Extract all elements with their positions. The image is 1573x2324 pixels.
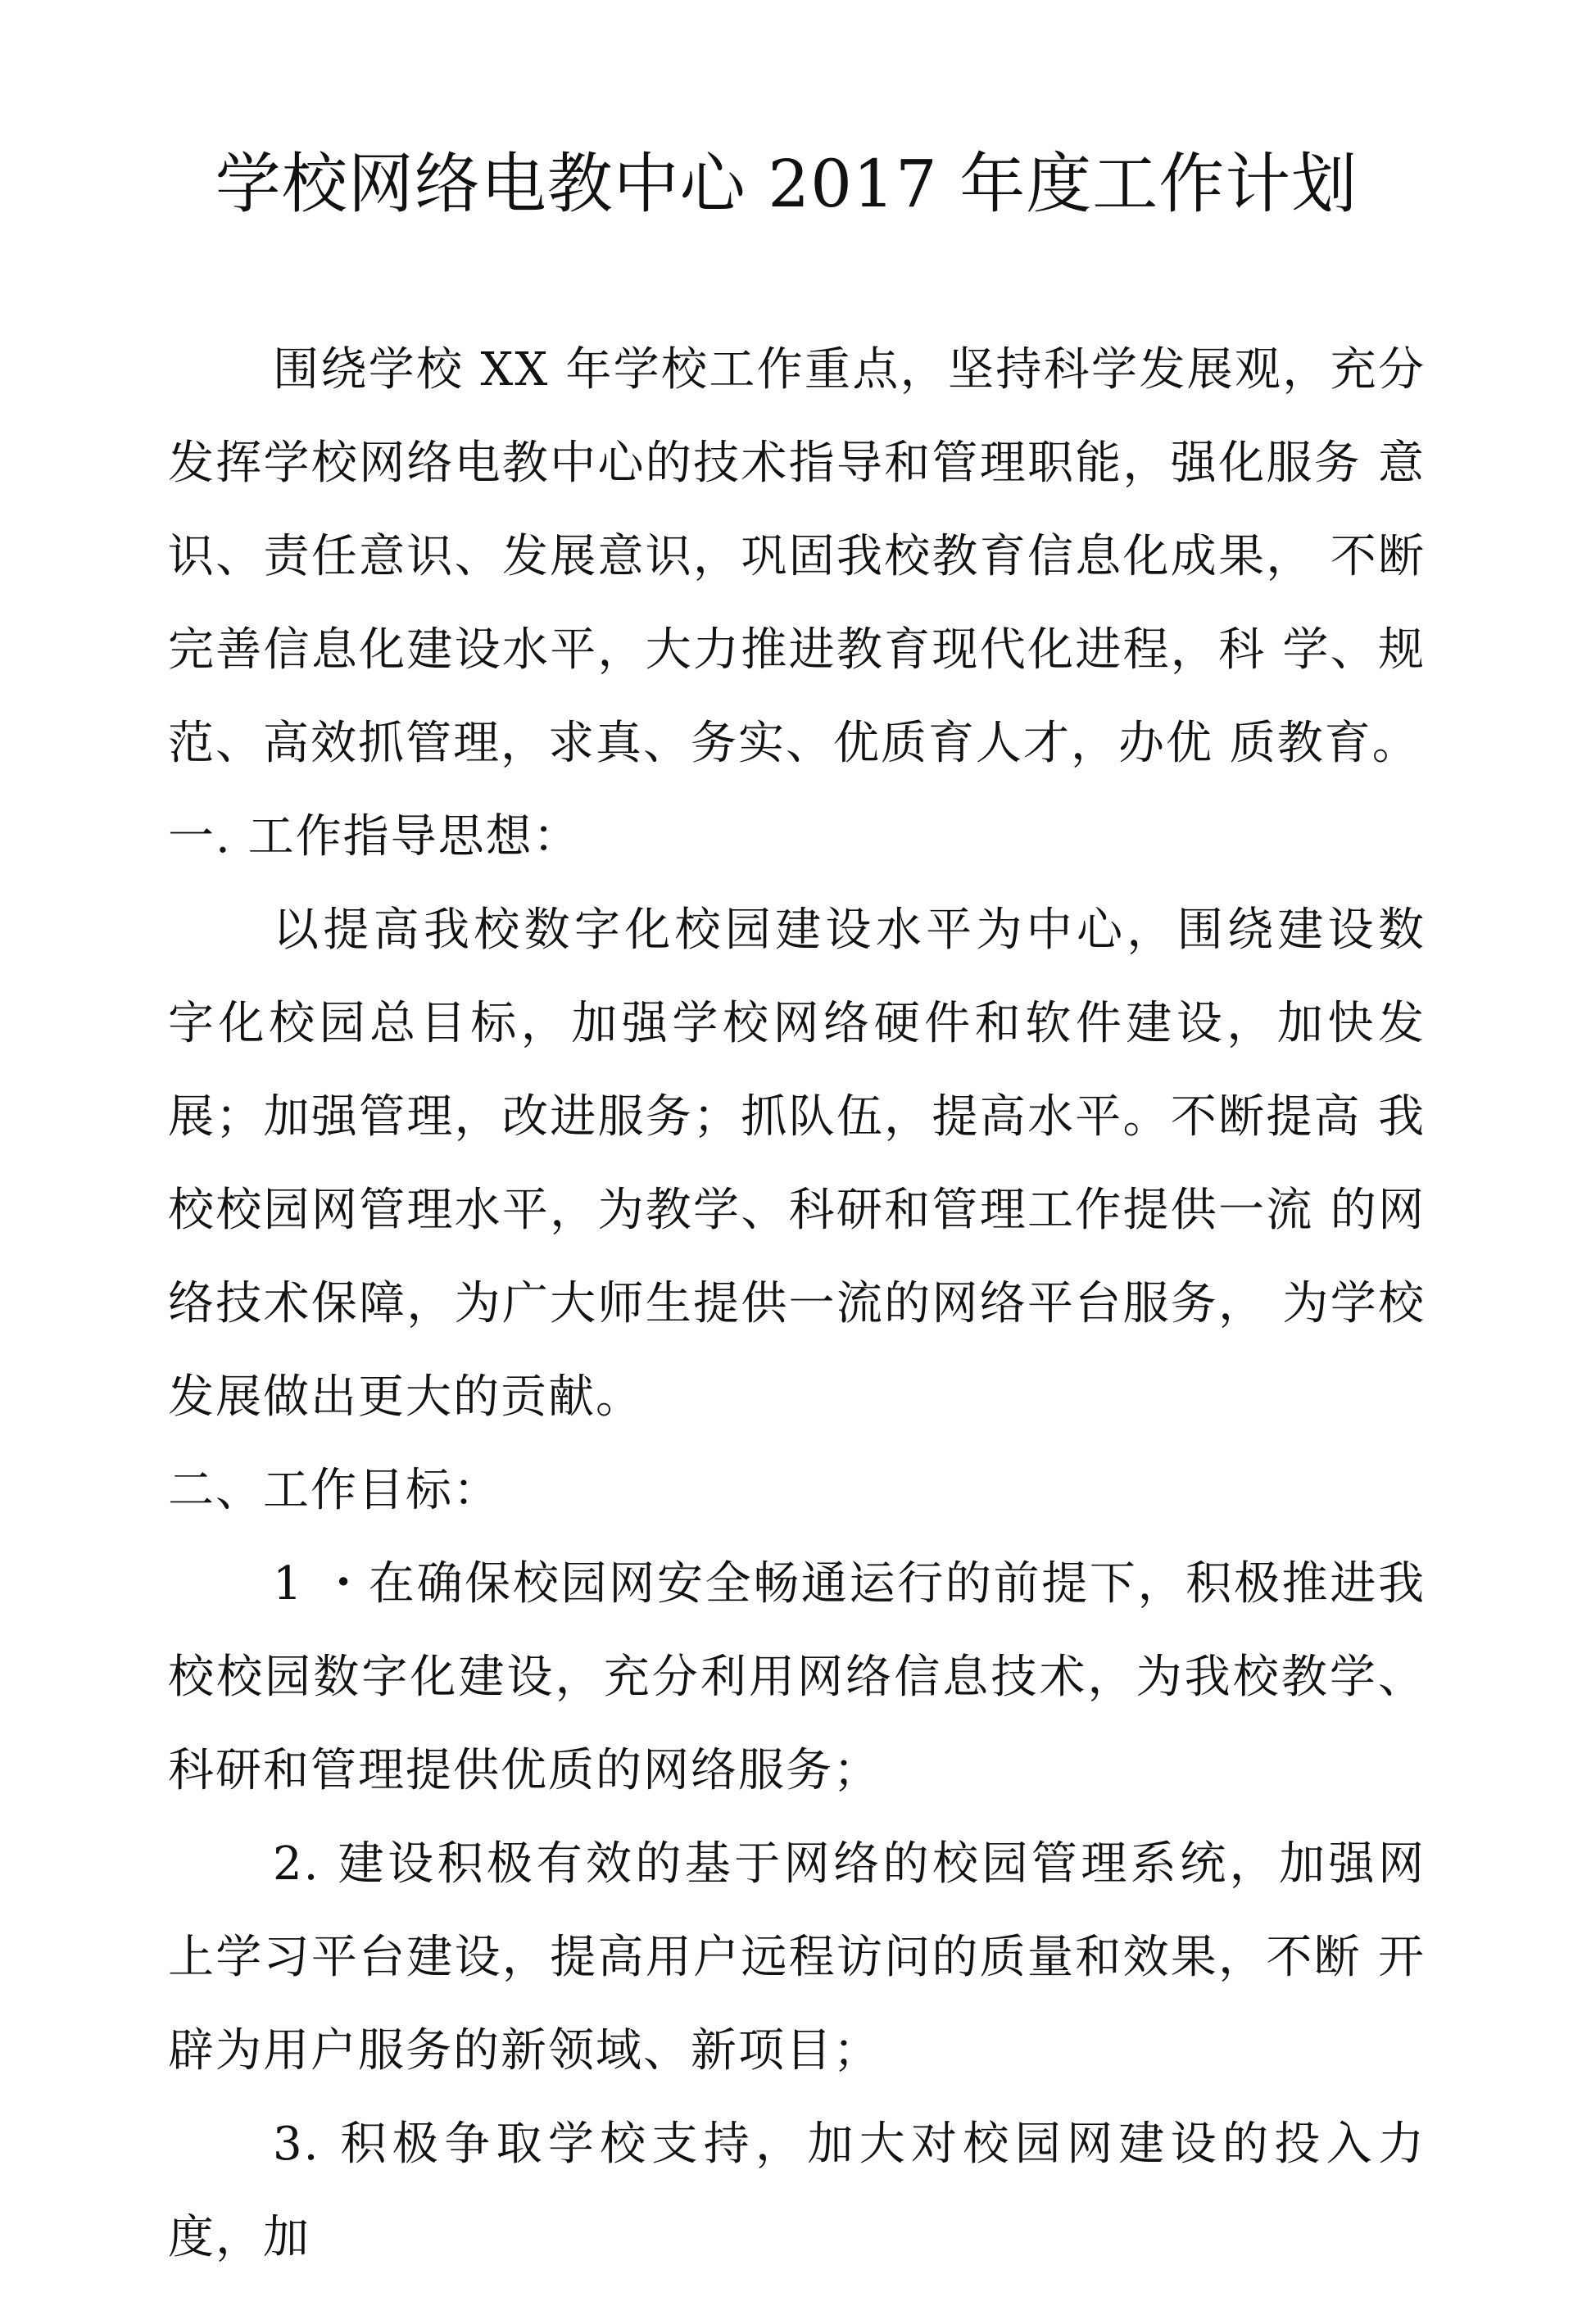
document-title: 学校网络电教中心 2017 年度工作计划 bbox=[215, 146, 1358, 222]
intro-paragraph: 围绕学校 XX 年学校工作重点，坚持科学发展观，充分发挥学校网络电教中心的技术指导和管理职能，强化服务 意识、责任意识、发展意识，巩固我校教育信息化成果， 不断完善信息化建设水平，大力推进教育现代化进程，科 学、规范、高效抓管理，求真、务实、优质育人才，办优 质教育。 bbox=[168, 343, 1426, 770]
goal-item-2: 2. 建设积极有效的基于网络的校园管理系统，加强网 上学习平台建设，提高用户远程访问的质量和效果，不断 开辟为用户服务的新领域、新项目； bbox=[168, 1837, 1426, 2077]
document-body bbox=[168, 324, 1426, 2285]
goal-item-1: 1 ・在确保校园网安全畅通运行的前提下，积极推进我 校校园数字化建设，充分利用网络信息技术，为我校教学、 科研和管理提供优质的网络服务； bbox=[168, 1557, 1426, 1797]
section-heading-guiding-ideology: 一. 工作指导思想： bbox=[168, 810, 581, 863]
section-heading-work-goals: 二、工作目标： bbox=[168, 1464, 501, 1517]
goal-item-3: 3. 积极争取学校支持，加大对校园网建设的投入力度，加 bbox=[168, 2118, 1426, 2264]
guiding-ideology-paragraph: 以提高我校数字化校园建设水平为中心，围绕建设数 字化校园总目标，加强学校网络硬件和软件建设，加快发 展；加强管理，改进服务；抓队伍，提高水平。不断提高 我校校园网管理水平，为教学、科研和管理工作提供一流 的网络技术保障，为广大师生提供一流的网络平台服务， 为学校发展做出更大的贡献。 bbox=[168, 904, 1426, 1424]
